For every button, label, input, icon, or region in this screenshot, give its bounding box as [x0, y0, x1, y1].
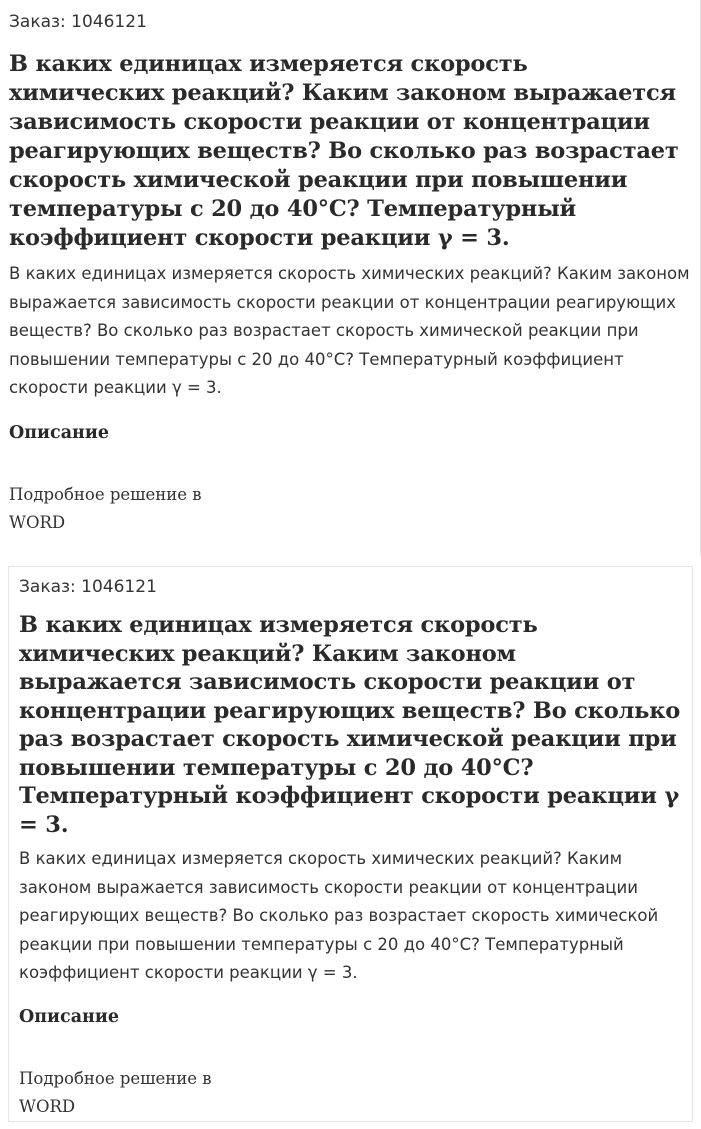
description-heading: Описание [9, 422, 109, 443]
order-number: Заказ: 1046121 [19, 577, 157, 597]
order-question-text: В каких единицах измеряется скорость химических реакций? Каким законом выражается зависимость скорости реакции от концентрации реагирующих веществ? Во сколько раз возрастает скорость химической реакции при повышении температуры с 20 до 40°С? Температурный коэффициент скорости реакции γ = 3. [9, 264, 690, 397]
description-heading: Описание [19, 1006, 119, 1027]
order-number: Заказ: 1046121 [9, 12, 147, 32]
description-text: Подробное решение в WORD [9, 484, 202, 532]
order-card [8, 566, 693, 1122]
description-text: Подробное решение в WORD [19, 1068, 212, 1116]
order-card [0, 0, 701, 556]
order-title: В каких единицах измеряется скорость химических реакций? Каким законом выражается зависимость скорости реакции от концентрации реагирующих веществ? Во сколько раз возрастает скорость химической реакции при повышении температуры с 20 до 40°С? Температурный коэффициент скорости реакции γ = 3. [19, 612, 681, 838]
order-title: В каких единицах измеряется скорость химических реакций? Каким законом выражается зависимость скорости реакции от концентрации реагирующих веществ? Во сколько раз возрастает скорость химической реакции при повышении температуры с 20 до 40°С? Температурный коэффициент скорости реакции γ = 3. [9, 51, 679, 251]
order-question-text: В каких единицах измеряется скорость химических реакций? Каким законом выражается зависимость скорости реакции от концентрации реагирующих веществ? Во сколько раз возрастает скорость химической реакции при повышении температуры с 20 до 40°С? Температурный коэффициент скорости реакции γ = 3. [19, 849, 659, 982]
